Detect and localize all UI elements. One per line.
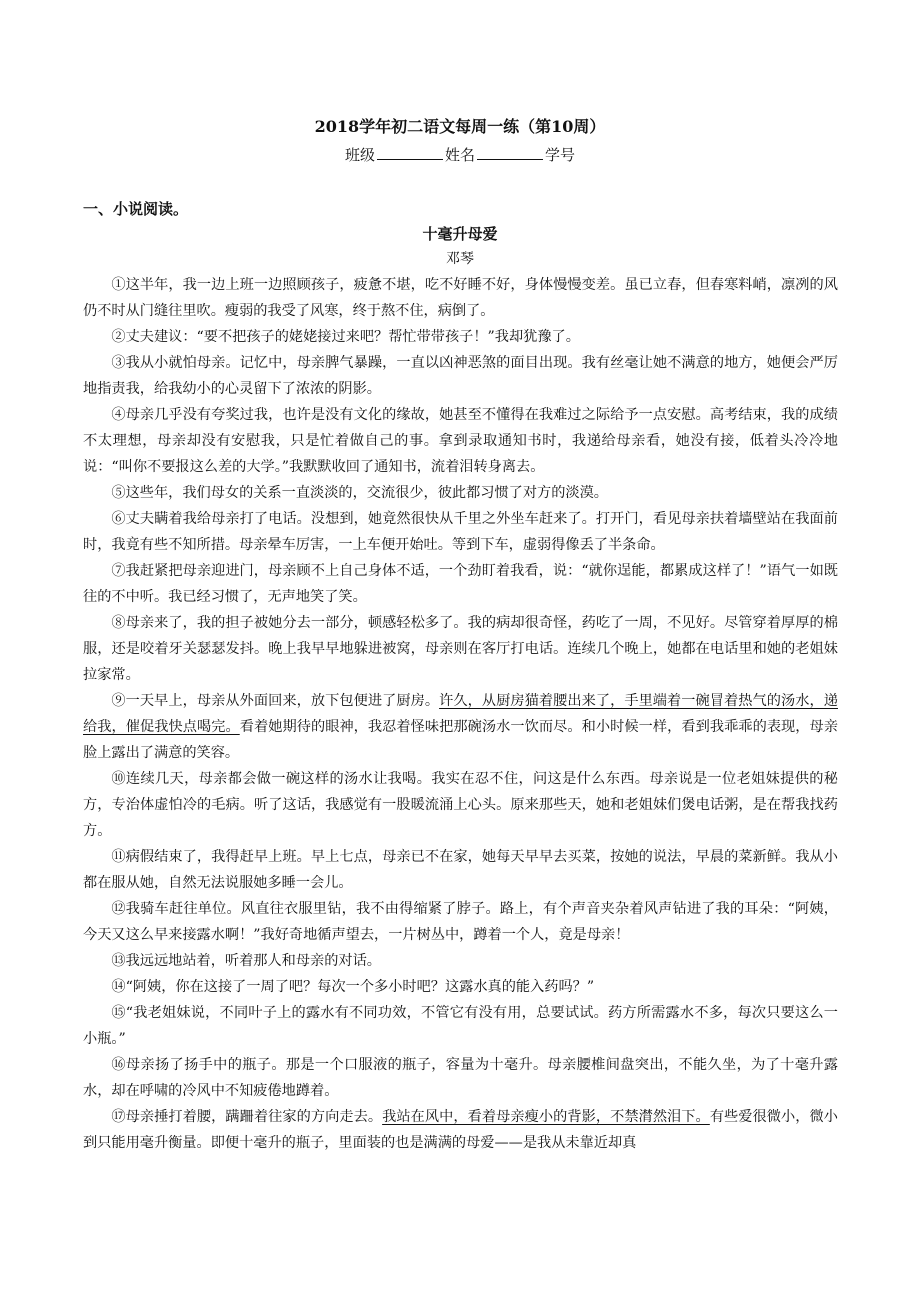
paragraph-1: ①这半年，我一边上班一边照顾孩子，疲惫不堪，吃不好睡不好，身体慢慢变差。虽已立春，但春寒料峭，凛冽的风仍不时从门缝往里吹。瘦弱的我受了风寒，终于熬不住，病倒了。 [83, 277, 838, 319]
paragraph-13: ⑬我远远地站着，听着那人和母亲的对话。 [111, 953, 381, 969]
class-blank[interactable] [377, 144, 443, 160]
paragraph-9-rest: 看着她期待的眼神，我忍着怪味把那碗汤水一饮而尽。和小时候一样，看到我乖乖的表现，母亲脸上露出了满意的笑容。 [83, 719, 838, 761]
paragraph-17-text: ⑰母亲捶打着腰，蹒跚着往家的方向走去。 [111, 1109, 383, 1125]
paragraph-9-text: ⑨一天早上，母亲从外面回来，放下包便进了厨房。 [111, 693, 440, 709]
id-label: 学号 [545, 146, 576, 164]
paragraph-5: ⑤这些年，我们母女的关系一直淡淡的，交流很少，彼此都习惯了对方的淡漠。 [111, 485, 608, 501]
story-author: 邓琴 [446, 251, 474, 267]
paragraph-15: ⑮“我老姐妹说，不同叶子上的露水有不同功效，不管它有没有用，总要试试。药方所需露水不多，每次只要这么一小瓶。” [83, 1005, 838, 1047]
paragraph-7: ⑦我赶紧把母亲迎进门，母亲顾不上自己身体不适，一个劲盯着我看，说：“就你逞能，都累成这样了！”语气一如既往的不中听。我已经习惯了，无声地笑了笑。 [83, 563, 838, 605]
worksheet-title: 2018学年初二语文每周一练（第10周） [314, 117, 606, 136]
story-title: 十毫升母爱 [422, 225, 498, 243]
paragraph-17 [83, 1104, 838, 1156]
paragraph-17-rest: 有些爱很微小，微小到只能用毫升衡量。即便十毫升的瓶子，里面装的也是满满的母爱——是我从未靠近却真 [83, 1109, 838, 1151]
class-label: 班级 [344, 146, 375, 164]
student-info-line [0, 144, 920, 166]
paragraph-12: ⑫我骑车赶往单位。风直往衣服里钻，我不由得缩紧了脖子。路上，有个声音夹杂着风声钻进了我的耳朵：“阿姨，今天又这么早来接露水啊！”我好奇地循声望去，一片树丛中，蹲着一个人，竟是母亲！ [83, 901, 838, 943]
name-blank[interactable] [477, 144, 543, 160]
paragraph-3: ③我从小就怕母亲。记忆中，母亲脾气暴躁，一直以凶神恶煞的面目出现。我有丝毫让她不满意的地方，她便会严厉地指责我，给我幼小的心灵留下了浓浓的阴影。 [83, 355, 838, 397]
story-body [83, 272, 838, 1156]
section-heading: 一、小说阅读。 [83, 200, 189, 218]
paragraph-8: ⑧母亲来了，我的担子被她分去一部分，顿感轻松多了。我的病却很奇怪，药吃了一周，不见好。尽管穿着厚厚的棉服，还是咬着牙关瑟瑟发抖。晚上我早早地躲进被窝，母亲则在客厅打电话。连续几个晚上，她都在电话里和她的老姐妹拉家常。 [83, 615, 838, 683]
name-label: 姓名 [444, 146, 475, 164]
paragraph-6: ⑥丈夫瞒着我给母亲打了电话。没想到，她竟然很快从千里之外坐车赶来了。打开门，看见母亲扶着墙壁站在我面前时，我竟有些不知所措。母亲晕车厉害，一上车便开始吐。等到下车，虚弱得像丢了半条命。 [83, 511, 838, 553]
paragraph-14: ⑭“阿姨，你在这接了一周了吧？每次一个多小时吧？这露水真的能入药吗？” [111, 979, 595, 995]
paragraph-2: ②丈夫建议：“要不把孩子的姥姥接过来吧？帮忙带带孩子！”我却犹豫了。 [111, 329, 580, 345]
underlined-sentence-1: 许久，从厨房猫着腰出来了，手里端着一碗冒着热气的汤水，递给我，催促我快点喝完。 [83, 693, 838, 735]
paragraph-11: ⑪病假结束了，我得赶早上班。早上七点，母亲已不在家，她每天早早去买菜，按她的说法，早晨的菜新鲜。我从小都在服从她，自然无法说服她多睡一会儿。 [83, 849, 838, 891]
paragraph-16: ⑯母亲扬了扬手中的瓶子。那是一个口服液的瓶子，容量为十毫升。母亲腰椎间盘突出，不能久坐，为了十毫升露水，却在呼啸的冷风中不知疲倦地蹲着。 [83, 1057, 838, 1099]
paragraph-4: ④母亲几乎没有夸奖过我，也许是没有文化的缘故，她甚至不懂得在我难过之际给予一点安慰。高考结束，我的成绩不太理想，母亲却没有安慰我，只是忙着做自己的事。拿到录取通知书时，我递给母亲看，她没有接，低着头冷冷地说：“叫你不要报这么差的大学。”我默默收回了通知书，流着泪转身离去。 [83, 407, 838, 475]
paragraph-10: ⑩连续几天，母亲都会做一碗这样的汤水让我喝。我实在忍不住，问这是什么东西。母亲说是一位老姐妹提供的秘方，专治体虚怕冷的毛病。听了这话，我感觉有一股暖流涌上心头。原来那些天，她和老姐妹们煲电话粥，是在帮我找药方。 [83, 771, 838, 839]
underlined-sentence-2: 我站在风中，看着母亲瘦小的背影，不禁潸然泪下。 [382, 1109, 710, 1125]
paragraph-9 [83, 688, 838, 766]
